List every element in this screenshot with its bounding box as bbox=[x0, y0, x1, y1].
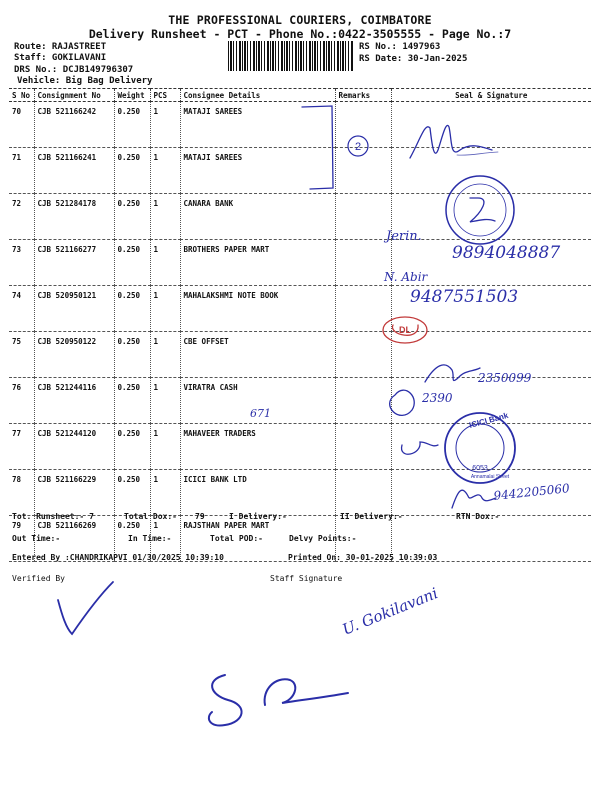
verified-by-label: Verified By bbox=[12, 574, 65, 583]
cell-remarks bbox=[335, 194, 391, 240]
icici-stamp-label: ICICI Bank bbox=[468, 410, 510, 430]
cell-sno: 78 bbox=[12, 475, 22, 484]
cell-pcs: 1 bbox=[150, 378, 180, 424]
cell-weight: 0.250 bbox=[114, 286, 150, 332]
printed-on: Printed On: 30-01-2025 10:39:03 bbox=[288, 553, 438, 562]
cell-weight: 0.250 bbox=[114, 516, 150, 562]
cell-signature bbox=[391, 424, 591, 470]
total-dox-value: 79 bbox=[195, 512, 205, 521]
cell-consignee: BROTHERS PAPER MART bbox=[180, 240, 335, 286]
sig-76-phone: 2350099 bbox=[478, 371, 532, 385]
cell-weight: 0.250 bbox=[114, 424, 150, 470]
runsheet-subtitle: Delivery Runsheet - PCT - Phone No.:0422-3505555 - Page No.:7 bbox=[88, 27, 512, 41]
cell-pcs: 1 bbox=[150, 102, 180, 148]
company-title: THE PROFESSIONAL COURIERS, COIMBATORE bbox=[168, 13, 432, 27]
cell-pcs: 1 bbox=[150, 240, 180, 286]
col-sno: S No bbox=[12, 90, 31, 100]
remark-dl: DL bbox=[399, 325, 411, 335]
cell-remarks bbox=[335, 240, 391, 286]
rs-date: RS Date: 30-Jan-2025 bbox=[359, 54, 468, 64]
cell-signature bbox=[391, 332, 591, 378]
cell-pcs: 1 bbox=[150, 424, 180, 470]
cell-consignment: CJB 520950121 bbox=[34, 286, 114, 332]
cell-consignee: VIRATRA CASH bbox=[180, 378, 335, 424]
cell-consignment: CJB 520950122 bbox=[34, 332, 114, 378]
cell-pcs: 1 bbox=[150, 516, 180, 562]
rtn-dox: RTN Dox:- bbox=[456, 512, 500, 521]
col-consignee: Consignee Details bbox=[180, 89, 335, 102]
cell-weight: 0.250 bbox=[114, 470, 150, 516]
cell-pcs: 1 bbox=[150, 148, 180, 194]
cell-consignment: CJB 521166242 bbox=[34, 102, 114, 148]
staff-label: Staff: GOKILAVANI bbox=[14, 53, 107, 63]
staff-handwritten-name: U. Gokilavani bbox=[339, 584, 441, 639]
cell-consignee: ICICI BANK LTD bbox=[180, 470, 335, 516]
verified-tick bbox=[58, 582, 113, 634]
cell-sno: 76 bbox=[12, 383, 22, 392]
table-row bbox=[9, 470, 591, 516]
table-row bbox=[9, 194, 591, 240]
cell-weight: 0.250 bbox=[114, 102, 150, 148]
cell-remarks bbox=[335, 102, 391, 148]
sig-79-phone: 9442205060 bbox=[492, 481, 571, 503]
cell-consignee: RAJSTHAN PAPER MART bbox=[180, 516, 335, 562]
cell-remarks bbox=[335, 470, 391, 516]
table-row bbox=[9, 286, 591, 332]
runsheet-table bbox=[9, 88, 591, 562]
cell-remarks bbox=[335, 424, 391, 470]
cell-weight: 0.250 bbox=[114, 332, 150, 378]
table-row bbox=[9, 424, 591, 470]
col-seal-signature: Seal & Signature bbox=[391, 89, 591, 102]
cell-consignment: CJB 521166241 bbox=[34, 148, 114, 194]
cell-signature bbox=[391, 194, 591, 240]
cell-weight: 0.250 bbox=[114, 194, 150, 240]
vehicle-label: Vehicle: Big Bag Delivery bbox=[17, 76, 153, 86]
cell-consignment: CJB 521244120 bbox=[34, 424, 114, 470]
cell-remarks bbox=[335, 286, 391, 332]
cell-consignee: MAHAVEER TRADERS bbox=[180, 424, 335, 470]
cell-weight: 0.250 bbox=[114, 240, 150, 286]
sig-73-name: Jerin. bbox=[386, 229, 422, 244]
cell-consignment: CJB 521166269 bbox=[34, 516, 114, 562]
cell-signature bbox=[391, 148, 591, 194]
table-header-row bbox=[9, 89, 591, 102]
cell-sno: 74 bbox=[12, 291, 22, 300]
cell-remarks bbox=[335, 332, 391, 378]
bottom-signature-2 bbox=[265, 679, 348, 705]
icici-stamp-code: 6053 bbox=[472, 465, 488, 472]
sig-74-name: N. Abir bbox=[384, 270, 428, 284]
cell-consignment: CJB 521166277 bbox=[34, 240, 114, 286]
ii-delivery: II Delivery:- bbox=[340, 512, 403, 521]
tot-runsheet: Tot. Runsheet:- 7 bbox=[12, 512, 94, 521]
cell-signature bbox=[391, 378, 591, 424]
cell-weight: 0.250 bbox=[114, 378, 150, 424]
cell-consignee: MAHALAKSHMI NOTE BOOK bbox=[180, 286, 335, 332]
cell-sno: 71 bbox=[12, 153, 22, 162]
bottom-signature-1 bbox=[209, 675, 242, 726]
cell-consignee: MATAJI SAREES bbox=[180, 148, 335, 194]
delvy-points: Delvy Points:- bbox=[289, 534, 357, 543]
cell-sno: 79 bbox=[12, 521, 22, 530]
cell-pcs: 1 bbox=[150, 194, 180, 240]
route-label: Route: RAJASTREET bbox=[14, 42, 107, 52]
cell-pcs: 1 bbox=[150, 286, 180, 332]
cell-sno: 72 bbox=[12, 199, 22, 208]
cell-consignment: CJB 521244116 bbox=[34, 378, 114, 424]
cell-consignee: CBE OFFSET bbox=[180, 332, 335, 378]
sig-74-phone: 9487551503 bbox=[410, 287, 519, 307]
col-remarks: Remarks bbox=[335, 89, 391, 102]
table-row bbox=[9, 240, 591, 286]
total-pod: Total POD:- bbox=[210, 534, 263, 543]
i-delivery: I Delivery:- bbox=[229, 512, 287, 521]
out-time: Out Time:- bbox=[12, 534, 61, 543]
cell-signature bbox=[391, 470, 591, 516]
drs-number: DRS No.: DCJB149796307 bbox=[14, 65, 134, 75]
rs-number: RS No.: 1497963 bbox=[359, 42, 441, 52]
sig-77-number: 2390 bbox=[422, 391, 453, 405]
cell-consignee: MATAJI SAREES bbox=[180, 102, 335, 148]
cell-signature bbox=[391, 240, 591, 286]
entered-by: Entered By :CHANDRIKAPVI 01/30/2025 10:39:10 bbox=[12, 553, 224, 562]
cell-consignment: CJB 521284178 bbox=[34, 194, 114, 240]
cell-sno: 70 bbox=[12, 107, 22, 116]
col-weight: Weight bbox=[114, 89, 150, 102]
cell-remarks bbox=[335, 378, 391, 424]
cell-consignment: CJB 521166229 bbox=[34, 470, 114, 516]
cell-signature bbox=[391, 286, 591, 332]
cell-remarks bbox=[335, 148, 391, 194]
barcode bbox=[228, 41, 354, 71]
cell-pcs: 1 bbox=[150, 332, 180, 378]
cell-signature bbox=[391, 102, 591, 148]
col-consignment: Consignment No bbox=[34, 89, 114, 102]
table-row bbox=[9, 102, 591, 148]
icici-stamp-branch: Annamalai Street bbox=[470, 474, 510, 480]
staff-signature-label: Staff Signature bbox=[270, 574, 343, 583]
table-row bbox=[9, 378, 591, 424]
cell-consignee: CANARA BANK bbox=[180, 194, 335, 240]
cell-sno: 75 bbox=[12, 337, 22, 346]
cell-sno: 73 bbox=[12, 245, 22, 254]
col-pcs: PCS bbox=[150, 89, 180, 102]
table-row bbox=[9, 148, 591, 194]
sig-73-phone: 9894048887 bbox=[452, 243, 561, 263]
total-dox-label: Total Dox:- bbox=[124, 512, 177, 521]
cell-weight: 0.250 bbox=[114, 148, 150, 194]
remark-circle-text: 2 bbox=[354, 141, 362, 153]
mahaveer-note: 671 bbox=[250, 407, 271, 420]
table-row bbox=[9, 332, 591, 378]
in-time: In Time:- bbox=[128, 534, 172, 543]
cell-pcs: 1 bbox=[150, 470, 180, 516]
cell-sno: 77 bbox=[12, 429, 22, 438]
